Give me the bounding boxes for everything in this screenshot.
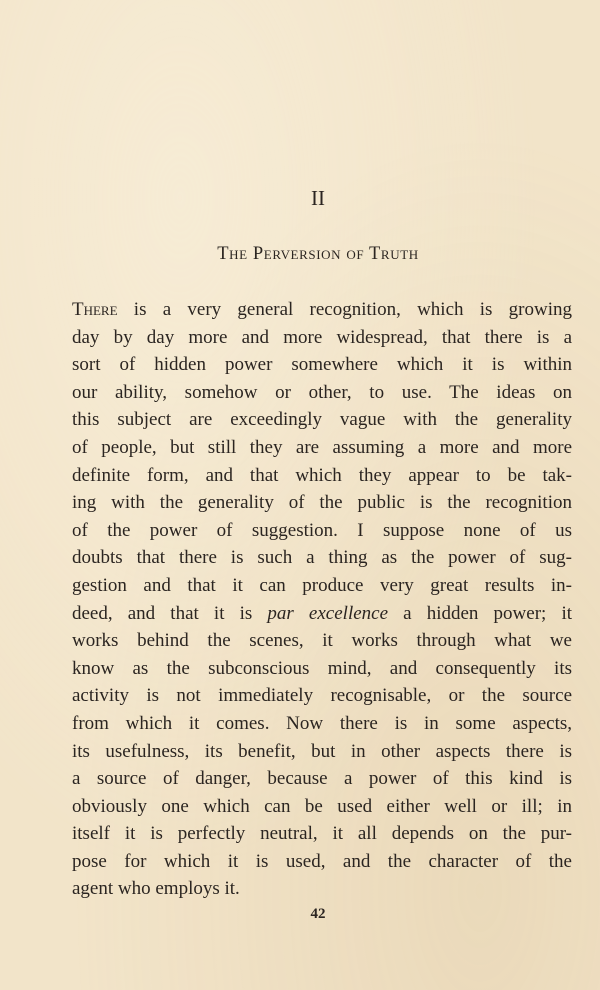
text-line: ing with the generality of the public is the recognition	[72, 492, 572, 514]
body-paragraph	[72, 296, 572, 903]
text-line: its usefulness, its benefit, but in other aspects there is	[72, 740, 572, 762]
text-segment: is a very general recognition, which is growing	[117, 299, 572, 320]
text-line: gestion and that it can produce very great results in-	[72, 574, 572, 596]
italic-phrase: par excellence	[267, 602, 389, 624]
text-line: this subject are exceedingly vague with the generality	[72, 409, 572, 431]
text-segment: deed, and that it is	[72, 602, 268, 624]
text-line: activity is not immediately recognisable, or the source	[72, 685, 572, 707]
text-line: sort of hidden power somewhere which it is within	[72, 354, 572, 376]
text-segment: a hidden power; it	[388, 602, 573, 624]
text-line	[72, 296, 572, 324]
text-line: works behind the scenes, it works through what we	[72, 630, 572, 652]
text-line: definite form, and that which they appear to be tak-	[72, 464, 572, 486]
text-line: doubts that there is such a thing as the power of sug-	[72, 547, 572, 569]
text-line: a source of danger, because a power of this kind is	[72, 768, 572, 790]
text-line	[72, 600, 572, 628]
text-line: our ability, somehow or other, to use. The ideas on	[72, 381, 572, 403]
text-line: obviously one which can be used either well or ill; in	[72, 795, 572, 817]
chapter-number: II	[311, 186, 325, 210]
page-number: 42	[310, 906, 326, 922]
chapter-title: The Perversion of Truth	[217, 244, 419, 264]
drop-word: There	[72, 299, 118, 320]
text-line: day by day more and more widespread, that there is a	[72, 326, 572, 348]
text-line: of the power of suggestion. I suppose none of us	[72, 519, 572, 541]
text-line: of people, but still they are assuming a more and more	[72, 436, 572, 458]
text-line: from which it comes. Now there is in some aspects,	[72, 712, 572, 734]
text-line: itself it is perfectly neutral, it all depends on the pur-	[72, 823, 572, 845]
text-line: agent who employs it.	[72, 878, 240, 900]
text-line: pose for which it is used, and the character of the	[72, 850, 572, 872]
text-line: know as the subconscious mind, and consequently its	[72, 657, 572, 679]
